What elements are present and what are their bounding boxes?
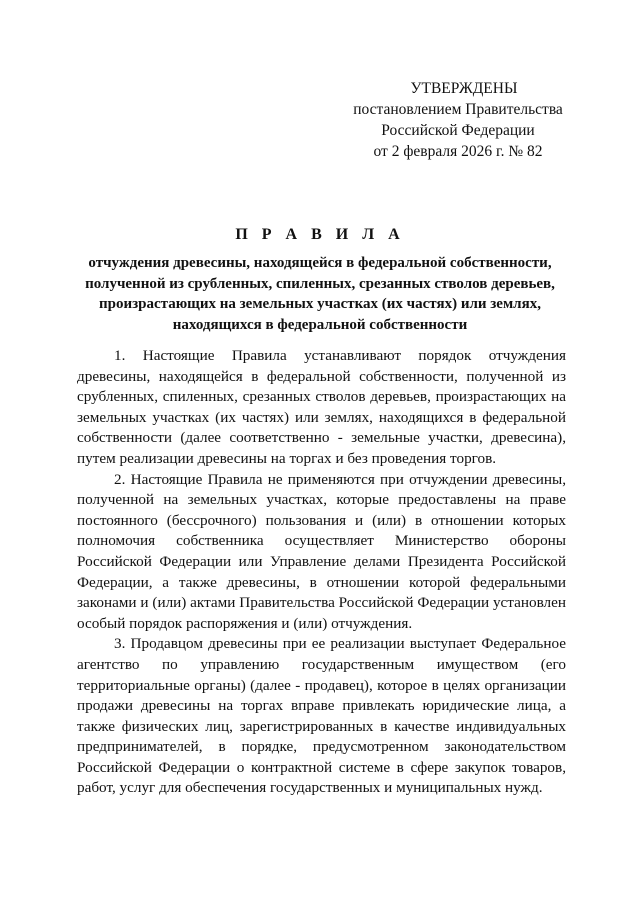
paragraph-3: 3. Продавцом древесины при ее реализации выступает Федеральное агентство по управлению государственным имуществом (его территориальные органы) (далее - продавец), которое в целях организации продажи древесины на торгах вправе привлекать юридические лица, а также физических лиц, зарегистрированных в качестве индивидуальных предпринимателей, в порядке, предусмотренном законодательством Российской Федерации о контрактной системе в сфере закупок товаров, работ, услуг для обеспечения государственных и муниципальных нужд. bbox=[77, 635, 566, 797]
approval-line-decree: постановлением Правительства bbox=[353, 101, 563, 118]
approval-line-government: Российской Федерации bbox=[381, 122, 535, 139]
document-title: П Р А В И Л А bbox=[235, 226, 405, 243]
approval-stamp-block bbox=[340, 78, 576, 162]
approval-word: УТВЕРЖДЕНЫ bbox=[410, 80, 518, 97]
approval-line-date-number: от 2 февраля 2026 г. № 82 bbox=[373, 143, 543, 160]
paragraph-1: 1. Настоящие Правила устанавливают порядок отчуждения древесины, находящейся в федеральной собственности, полученной из срубленных, спиленных, срезанных стволов деревьев, произрастающих на земельных участках (их частях) или землях, находящихся в федеральной собственности (далее соответственно - земельные участки, древесина), путем реализации древесины на торгах и без проведения торгов. bbox=[77, 347, 566, 467]
document-body bbox=[77, 346, 566, 799]
paragraph-2: 2. Настоящие Правила не применяются при отчуждении древесины, полученной на земельных участках, которые предоставлены на праве постоянного (бессрочного) пользования и (или) в отношении которых полномочия собственника осуществляет Министерство обороны Российской Федерации или Управление делами Президента Российской Федерации, а также древесины, в отношении которой федеральными законами и (или) актами Правительства Российской Федерации установлен особый порядок распоряжения и (или) отчуждения. bbox=[77, 470, 566, 632]
document-subtitle: отчуждения древесины, находящейся в федеральной собственности, полученной из срубленных, спиленных, срезанных стволов деревьев, произрастающих на земельных участках (их частях) или землях, находящихся в федеральной собственности bbox=[85, 255, 555, 333]
